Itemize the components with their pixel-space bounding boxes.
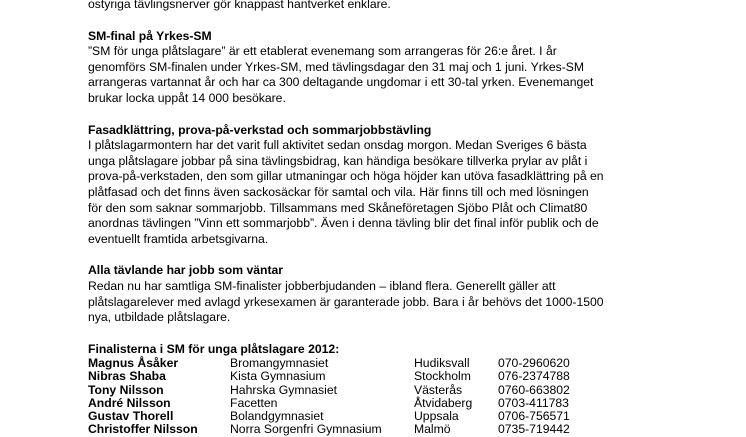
section-jobs: [88, 263, 728, 325]
paragraph-line: plåtslagarelever med avlagd yrkesexamen är garanterade jobb. Bara i år behövs det 1000-1500: [88, 294, 604, 309]
finalist-name: Nibras Shaba: [88, 369, 166, 384]
finalists-heading: Finalisterna i SM för unga plåtslagare 2012:: [88, 341, 340, 356]
paragraph-line: I plåtslagarmontern har det varit full aktivitet sedan onsdag morgon. Medan Sveriges 6 bästa: [88, 138, 587, 153]
finalist-name: Tony Nilsson: [88, 382, 164, 397]
finalist-school: Norra Sorgenfri Gymnasium: [230, 422, 382, 437]
paragraph-line: anordnas tävlingen ”Vinn ett sommarjobb”. Även i denna tävling blir det final inför publik och de: [88, 216, 599, 231]
intro-tail-line: ostyriga tävlingsnerver gör knappast hantverket enklare.: [88, 0, 391, 11]
paragraph-line: unga plåtslagare jobbar på sina tävlingsbidrag, kan händiga besökare tillverka prylar av plåt i: [88, 153, 588, 168]
paragraph-line: brukar locka uppåt 14 000 besökare.: [88, 90, 286, 105]
section-heading: SM-final på Yrkes-SM: [88, 28, 212, 43]
table-row: [88, 423, 618, 436]
finalist-name: André Nilsson: [88, 395, 171, 410]
paragraph-line: nya, utbildade plåtslagare.: [88, 310, 231, 325]
finalist-phone: 0706-756571: [498, 409, 570, 424]
paragraph-line: eventuellt framtida arbetsgivarna.: [88, 231, 269, 246]
finalist-name: Gustav Thorell: [88, 409, 174, 424]
finalist-school: Bolandgymnasiet: [230, 409, 324, 424]
paragraph-line: för den som saknar sommarjobb. Tillsammans med Skåneföretagen Sjöbo Plåt och Climat80: [88, 200, 588, 215]
table-row: [88, 384, 618, 397]
section-heading: Fasadklättring, prova-på-verkstad och sommarjobbstävling: [88, 122, 432, 137]
paragraph-line: ”SM för unga plåtslagare” är ett etablerat evenemang som arrangeras för 26:e året. I år: [88, 44, 557, 59]
finalist-city: Åtvidaberg: [414, 395, 473, 410]
finalist-phone: 070-2960620: [498, 356, 570, 371]
finalist-name: Christoffer Nilsson: [88, 422, 198, 437]
section-activities: [88, 123, 728, 248]
finalist-phone: 0703-411783: [498, 395, 569, 410]
finalist-city: Malmö: [414, 422, 451, 437]
paragraph-line: Redan nu har samtliga SM-finalister jobberbjudanden – ibland flera. Generellt gäller att: [88, 278, 556, 293]
finalist-school: Bromangymnasiet: [230, 356, 329, 371]
finalist-city: Stockholm: [414, 369, 471, 384]
document-body: [88, 0, 728, 437]
paragraph-line: arrangeras vartannat år och har ca 300 deltagande ungdomar i ett 30-tal yrken. Evenemanget: [88, 75, 594, 90]
paragraph-line: plåtfasad och det finns även sackosäckar för samtal och vila. Här finns till och med lösningen: [88, 184, 589, 199]
finalist-phone: 0735-719442: [498, 422, 570, 437]
finalist-school: Kista Gymnasium: [230, 369, 326, 384]
finalist-name: Magnus Åsåker: [88, 356, 179, 371]
finalist-school: Hahrska Gymnasiet: [230, 382, 338, 397]
finalists-section: [88, 342, 728, 437]
section-heading: Alla tävlande har jobb som väntar: [88, 263, 284, 278]
finalists-table: [88, 357, 618, 436]
table-row: [88, 410, 618, 423]
paragraph-line: genomförs SM-finalen under Yrkes-SM, med tävlingsdagar den 31 maj och 1 juni. Yrkes-SM: [88, 59, 585, 74]
finalist-phone: 076-2374788: [498, 369, 570, 384]
finalist-school: Facetten: [230, 395, 278, 410]
finalist-city: Västerås: [414, 382, 463, 397]
finalist-phone: 0760-663802: [498, 382, 570, 397]
table-row: [88, 370, 618, 383]
paragraph-line: prova-på-verkstaden, den som gillar utmaningar och höga höjder kan utöva fasadklättring på en: [88, 169, 604, 184]
finalist-city: Uppsala: [414, 409, 459, 424]
section-sm-final: [88, 29, 728, 107]
finalist-city: Hudiksvall: [414, 356, 470, 371]
